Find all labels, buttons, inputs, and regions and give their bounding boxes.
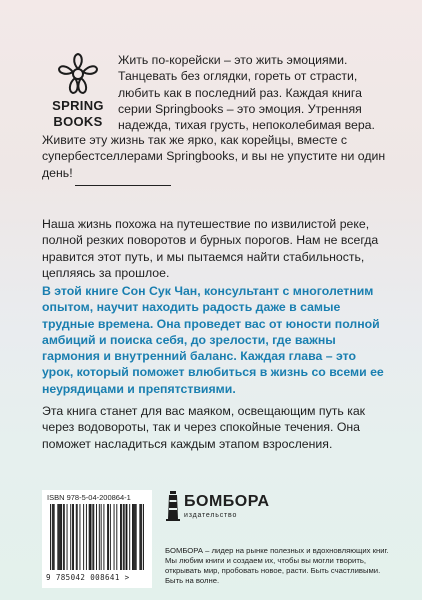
barcode-icon [48, 504, 146, 572]
description-paragraph-1: Наша жизнь похожа на путешествие по извилистой реке, полной резких поворотов и бурных порогов. Нам не всегда нравится этот путь, и мы пытаемся найти стабильность, цепляясь за прошлое. [42, 217, 379, 280]
flower-icon [55, 52, 101, 96]
description-highlight: В этой книге Сон Сук Чан, консультант с многолетним опытом, научит находить радость даже в самые трудные времена. Она проведет вас от юности полной амбиций и поиска себя, до зрелости, где важны гармония и внутренний баланс. Каждая глава – это урок, который поможет влюбиться в жизнь со всеми ее неурядицами и препятствиями. [42, 284, 384, 396]
publisher-name: БОМБОРА [184, 493, 270, 510]
barcode-block [42, 490, 152, 588]
description-paragraph-3: Эта книга станет для вас маяком, освещающим путь как через водовороты, так и через спокойные течения. Она поможет насладиться каждым этапом взросления. [42, 404, 366, 451]
springbooks-logo [42, 52, 114, 128]
lighthouse-icon [165, 490, 181, 522]
isbn-label: ISBN 978-5-04-200864-1 [47, 493, 131, 502]
divider [75, 185, 171, 186]
logo-brand-line2: BOOKS [53, 114, 103, 129]
barcode-digits: 9 785042 008641 > [46, 573, 130, 582]
publisher-subtitle: издательство [184, 512, 238, 519]
series-call-to-action: Живите эту жизнь так же ярко, как корейцы, вместе с супербестселлерами Springbooks, и вы не упустите ни один день! [42, 133, 386, 180]
series-intro: Жить по-корейски – это жить эмоциями. Танцевать без оглядки, гореть от страсти, любить как в последний раз. Каждая книга серии Springbooks – это эмоция. Утренняя надежда, тихая грусть, непоколебимая вера. [118, 53, 375, 133]
logo-brand-line1: SPRING [52, 98, 104, 113]
publisher-description: БОМБОРА – лидер на рынке полезных и вдохновляющих книг. Мы любим книги и создаем их, чтобы вы могли творить, открывать мир, пробовать новое, расти. Быть счастливыми. Быть на волне. [165, 546, 389, 585]
